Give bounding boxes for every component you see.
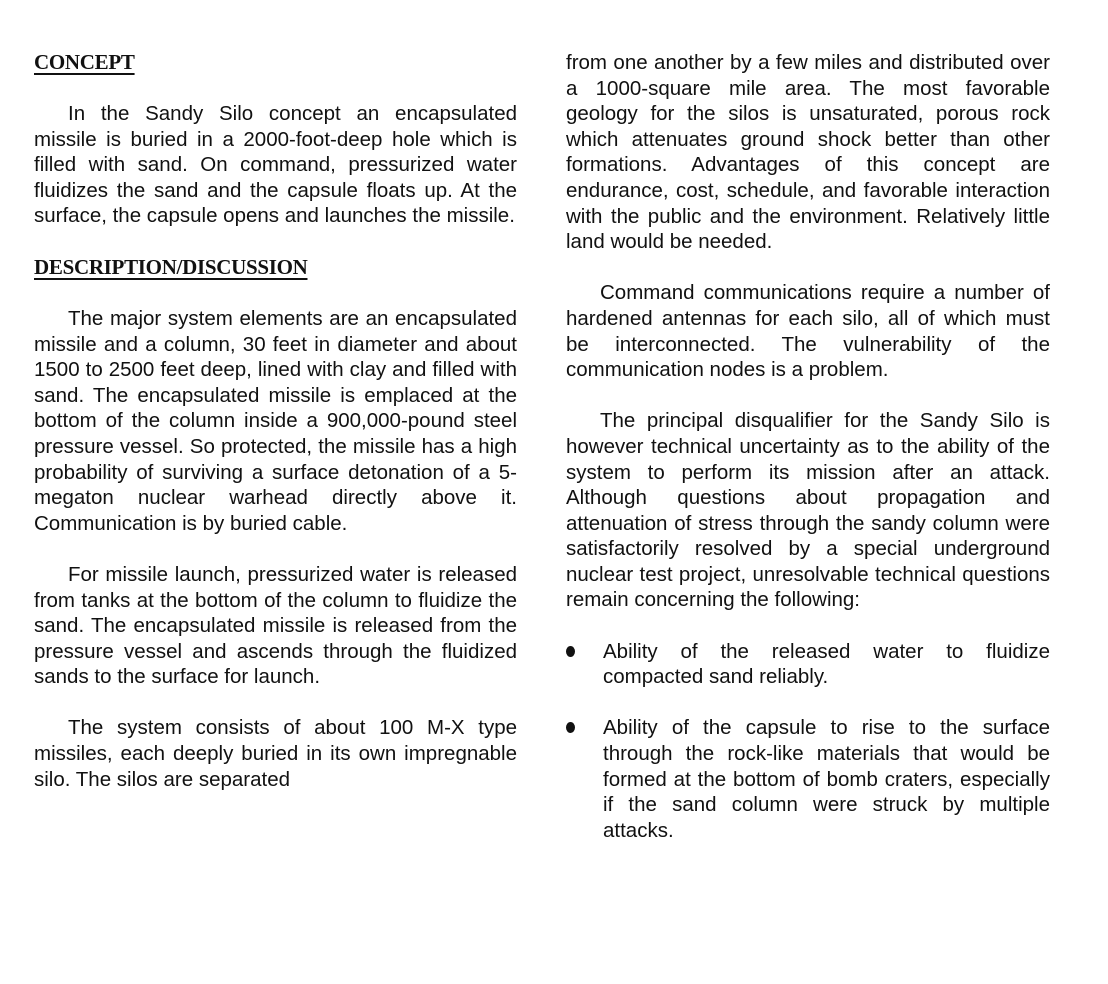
missile-launch-paragraph: For missile launch, pressurized water is released from tanks at the bottom of the column to fluidize the sand. The encapsulated missile is released from the pressure vessel and ascends through the fluidized sands to the surface for launch. (34, 562, 517, 689)
command-communications-paragraph: Command communications require a number of hardened antennas for each silo, all of which must be interconnected. The vulnerability of the communication nodes is a problem. (566, 281, 1050, 382)
system-elements-paragraph: The major system elements are an encapsulated missile and a column, 30 feet in diameter and about 1500 to 2500 feet deep, lined with clay and filled with sand. The encapsulated missile is emplaced at the bottom of the column inside a 900,000-pound steel pressure vessel. So protected, the missile has a high probability of surviving a surface detonation of a 5-megaton nuclear warhead directly above it. Communication is by buried cable. (34, 306, 517, 535)
silo-distribution-paragraph: from one another by a few miles and distributed over a 1000-square mile area. The most favorable geology for the silos is unsaturated, porous rock which attenuates ground shock better than other formations. Advantages of this concept are endurance, cost, schedule, and favorable interaction with the public and the environment. Relatively little land would be needed. (566, 51, 1050, 254)
bullet-icon (566, 722, 575, 733)
list-item (566, 715, 1050, 843)
bullet-icon (566, 646, 575, 657)
list-item-text: Ability of the released water to fluidize compacted sand reliably. (603, 639, 1050, 689)
list-item (566, 639, 1050, 690)
left-column (34, 50, 517, 792)
discussion-heading: DESCRIPTION/DISCUSSION (34, 254, 308, 279)
concept-paragraph: In the Sandy Silo concept an encapsulated missile is buried in a 2000-foot-deep hole which is filled with sand. On command, pressurized water fluidizes the sand and the capsule floats up. At the surface, the capsule opens and launches the missile. (34, 102, 517, 228)
list-item-text: Ability of the capsule to rise to the surface through the rock-like materials that would be formed at the bottom of bomb craters, especially if the sand column were struck by multiple attacks. (603, 716, 1050, 842)
principal-disqualifier-paragraph: The principal disqualifier for the Sandy Silo is however technical uncertainty as to the ability of the system to perform its mission after an attack. Although questions about propagation and attenuation of stress through the sandy column were satisfactorily resolved by a special underground nuclear test project, unresolvable technical questions remain concerning the following: (566, 409, 1050, 612)
system-consists-paragraph: The system consists of about 100 M-X type missiles, each deeply buried in its own impregnable silo. The silos are separated (34, 716, 517, 791)
technical-questions-list (566, 639, 1050, 844)
right-column (566, 50, 1050, 843)
concept-heading: CONCEPT (34, 50, 135, 74)
